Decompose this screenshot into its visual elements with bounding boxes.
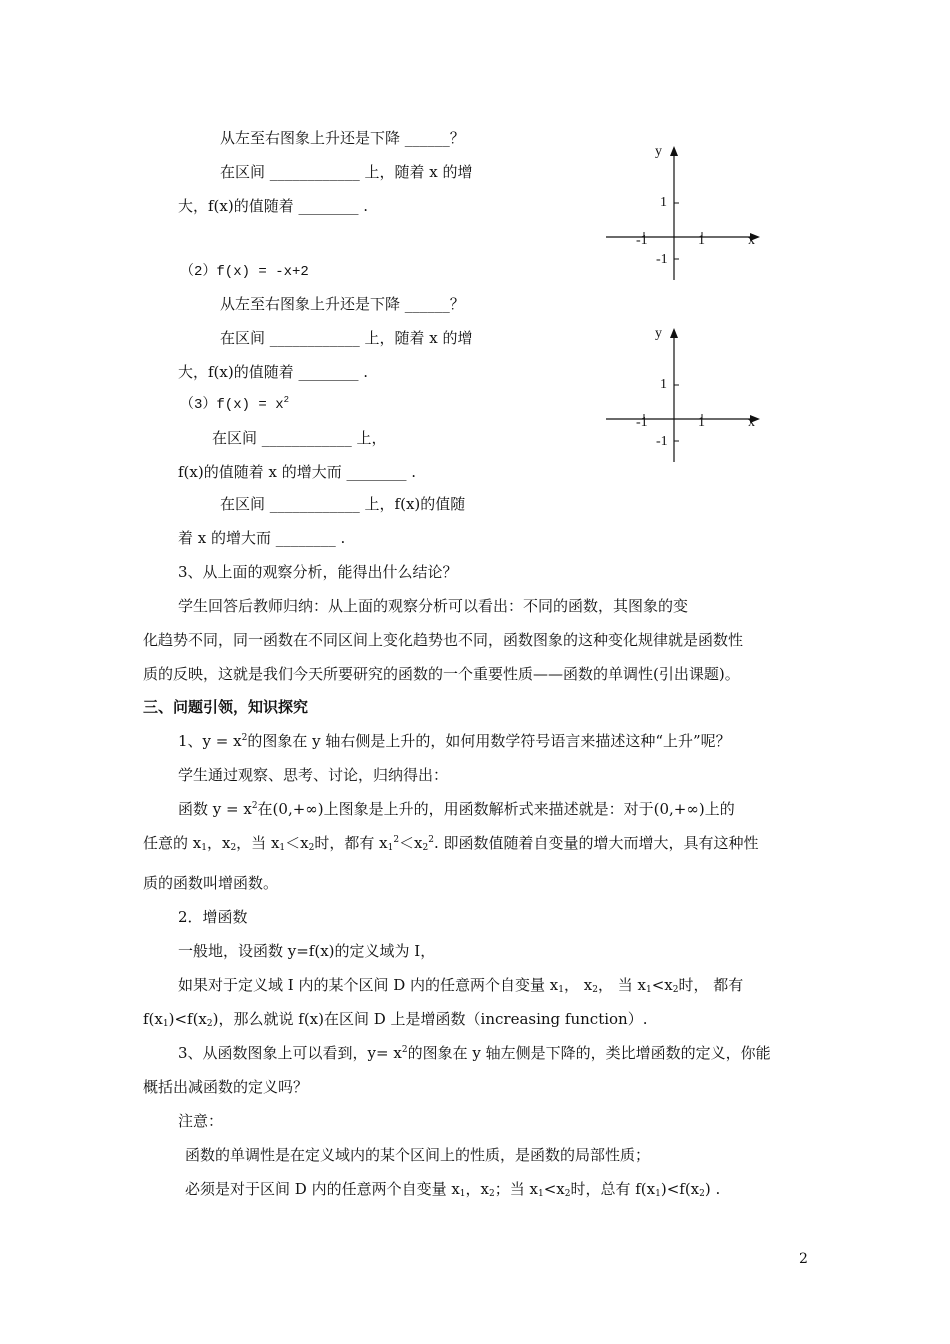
question-3b-line-2: 概括出减函数的定义吗？ bbox=[143, 1078, 309, 1096]
def-l1-b: ， x bbox=[564, 976, 593, 994]
def-l1-s2: 2 bbox=[592, 985, 598, 995]
fd-l2-s1: 1 bbox=[201, 843, 207, 853]
y-axis-label: y bbox=[655, 144, 662, 159]
page-number: 2 bbox=[799, 1251, 808, 1267]
fd-l2-g: . 即函数值随着自变量的增大而增大，具有这种性 bbox=[433, 834, 759, 852]
note2-a: 必须是对于区间 D 内的任意两个自变量 x bbox=[185, 1180, 460, 1198]
summary-line-1: 学生回答后教师归纳：从上面的观察分析可以看出：不同的函数，其图象的变 bbox=[178, 597, 689, 615]
y-axis-arrow bbox=[670, 146, 678, 156]
summary-line-2: 化趋势不同，同一函数在不同区间上变化趋势也不同，函数图象的这种变化规律就是函数性 bbox=[143, 631, 744, 649]
y-tick-label-neg: -1 bbox=[656, 434, 668, 449]
axes-svg-1 bbox=[600, 140, 770, 300]
part3-interval-2: 在区间 ____________ 上，f(x)的值随 bbox=[220, 495, 466, 513]
x-tick-label-pos: 1 bbox=[698, 233, 705, 248]
def-l2-b: )<f(x bbox=[168, 1010, 207, 1028]
summary-line-3: 质的反映，这就是我们今天所要研究的函数的一个重要性质——函数的单调性(引出课题)。 bbox=[143, 665, 740, 683]
q3b-exp: 2 bbox=[401, 1045, 408, 1055]
note2-s3: 1 bbox=[537, 1189, 544, 1199]
fd-l2-s2: 2 bbox=[230, 843, 237, 853]
q1-post: 的图象在 y 轴右侧是上升的，如何用数学符号语言来描述这种“上升”呢？ bbox=[247, 732, 731, 750]
q3b-post: 的图象在 y 轴左侧是下降的，类比增函数的定义，你能 bbox=[407, 1044, 771, 1062]
section-3-heading: 三、问题引领，知识探究 bbox=[143, 698, 309, 716]
y-axis-label: y bbox=[655, 326, 662, 341]
y-tick-label-pos: 1 bbox=[660, 195, 667, 210]
func-desc-line-3: 质的函数叫增函数。 bbox=[143, 874, 279, 892]
fd-l2-b: ，x bbox=[206, 834, 231, 852]
note-2 bbox=[185, 1179, 720, 1199]
note-1: 函数的单调性是在定义域内的某个区间上的性质，是函数的局部性质； bbox=[185, 1146, 651, 1164]
note2-b: ，x bbox=[465, 1180, 489, 1198]
y-tick-label-pos: 1 bbox=[660, 377, 667, 392]
def-l2-a: f(x bbox=[143, 1010, 163, 1028]
definition-line-1 bbox=[178, 975, 743, 995]
question-1 bbox=[178, 731, 731, 751]
note2-s1: 1 bbox=[459, 1189, 466, 1199]
conclusion-question: 3、从上面的观察分析，能得出什么结论？ bbox=[178, 563, 458, 581]
note-title: 注意： bbox=[178, 1112, 224, 1130]
part2-interval-question: 在区间 ____________ 上，随着 x 的增 bbox=[220, 329, 473, 347]
def-l2-s2: 2 bbox=[206, 1019, 213, 1029]
fd-l2-e3: 2 bbox=[428, 835, 434, 845]
x-tick-label-neg: -1 bbox=[636, 233, 648, 248]
fd-l1-pre: 函数 y = x bbox=[178, 800, 252, 818]
part1-value-question: 大，f(x)的值随着 ________ . bbox=[178, 197, 369, 215]
note2-e: 时，总有 f(x bbox=[570, 1180, 656, 1198]
def-l1-d: <x bbox=[651, 976, 673, 994]
fd-l1-post: 在(0,+∞)上图象是上升的，用函数解析式来描述就是：对于(0,+∞)上的 bbox=[257, 800, 735, 818]
def-l2-c: )，那么就说 f(x)在区间 D 上是增函数（increasing function）. bbox=[212, 1010, 648, 1028]
part2-value-question: 大，f(x)的值随着 ________ . bbox=[178, 363, 369, 381]
note2-c: ；当 x bbox=[494, 1180, 538, 1198]
def-l1-a: 如果对于定义域 I 内的某个区间 D 内的任意两个自变量 x bbox=[178, 976, 559, 994]
part3-value-2: 着 x 的增大而 ________ . bbox=[178, 529, 346, 547]
x-axis-label: x bbox=[748, 415, 755, 430]
func-desc-line-1 bbox=[178, 799, 735, 819]
def-l1-s1: 1 bbox=[558, 985, 564, 995]
fd-l2-f: ＜x bbox=[399, 834, 423, 852]
def-l1-s4: 2 bbox=[672, 985, 679, 995]
func-desc-line-2 bbox=[143, 833, 759, 853]
fd-l2-s4: 2 bbox=[308, 843, 315, 853]
q1-pre: 1、y = x bbox=[178, 732, 242, 750]
y-axis-arrow bbox=[670, 328, 678, 338]
part1-interval-question: 在区间 ____________ 上，随着 x 的增 bbox=[220, 163, 473, 181]
axes-svg-2 bbox=[600, 322, 770, 482]
coordinate-graph-1 bbox=[600, 140, 770, 300]
question-3b-line-1 bbox=[178, 1043, 771, 1063]
part3-func-exponent: 2 bbox=[283, 395, 290, 405]
def-l2-s1: 1 bbox=[162, 1019, 169, 1029]
x-tick-label-neg: -1 bbox=[636, 415, 648, 430]
note2-s2: 2 bbox=[489, 1189, 495, 1199]
coordinate-graph-2 bbox=[600, 322, 770, 482]
y-tick-label-neg: -1 bbox=[656, 252, 668, 267]
part3-function-label bbox=[180, 395, 289, 415]
note2-s5: 1 bbox=[655, 1189, 661, 1199]
def-l1-e: 时， 都有 bbox=[678, 976, 744, 994]
note2-f: )<f(x bbox=[660, 1180, 700, 1198]
q1-exponent: 2 bbox=[241, 733, 248, 743]
note2-s4: 2 bbox=[564, 1189, 571, 1199]
x-axis-label: x bbox=[748, 233, 755, 248]
fd-l1-exp: 2 bbox=[251, 801, 258, 811]
note2-d: <x bbox=[543, 1180, 565, 1198]
part1-rise-fall-question: 从左至右图象上升还是下降 ______？ bbox=[220, 129, 465, 147]
fd-l2-e2: 2 bbox=[393, 835, 400, 845]
fd-l2-s5: 1 bbox=[387, 843, 394, 853]
part3-func-text: （3）f(x) = x bbox=[180, 397, 284, 413]
part3-value-1: f(x)的值随着 x 的增大而 ________ . bbox=[178, 463, 417, 481]
part3-interval-1: 在区间 ____________ 上， bbox=[212, 429, 387, 447]
note2-s6: 2 bbox=[699, 1189, 705, 1199]
q3b-pre: 3、从函数图象上可以看到，y= x bbox=[178, 1044, 402, 1062]
fd-l2-e: 时，都有 x bbox=[314, 834, 388, 852]
fd-l2-s6: 2 bbox=[422, 843, 429, 853]
increasing-function-title: 2．增函数 bbox=[178, 908, 248, 926]
def-l1-c: ， 当 x bbox=[597, 976, 646, 994]
part2-rise-fall-question: 从左至右图象上升还是下降 ______？ bbox=[220, 295, 465, 313]
fd-l2-a: 任意的 x bbox=[143, 834, 202, 852]
fd-l2-d: ＜x bbox=[285, 834, 309, 852]
fd-l2-c: ，当 x bbox=[236, 834, 280, 852]
note2-g: ) . bbox=[704, 1180, 721, 1198]
definition-line-2 bbox=[143, 1009, 647, 1029]
def-l1-s3: 1 bbox=[645, 985, 652, 995]
fd-l2-s3: 1 bbox=[279, 843, 286, 853]
part2-function-label: （2）f(x) = -x+2 bbox=[180, 264, 309, 280]
students-observe: 学生通过观察、思考、讨论，归纳得出： bbox=[178, 766, 449, 784]
general-statement: 一般地，设函数 y=f(x)的定义域为 I， bbox=[178, 942, 436, 960]
x-tick-label-pos: 1 bbox=[698, 415, 705, 430]
